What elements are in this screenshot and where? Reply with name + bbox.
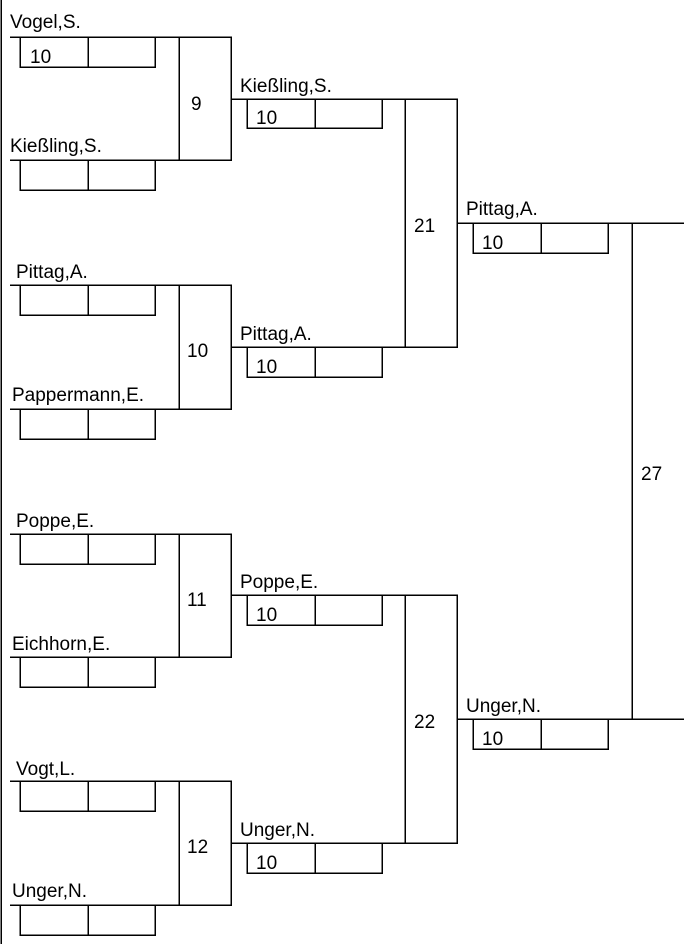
score-value: 10	[482, 233, 504, 254]
player-name: Poppe,E.	[16, 511, 95, 532]
match-10	[10, 262, 250, 439]
match-number-box	[179, 37, 231, 160]
match-number: 22	[414, 712, 436, 733]
match-21	[231, 76, 457, 378]
player-name: Pittag,A.	[16, 262, 88, 283]
player-name: Kießling,S.	[240, 76, 332, 97]
match-9	[10, 12, 250, 190]
player-name: Poppe,E.	[240, 572, 319, 593]
score-value: 10	[482, 729, 504, 750]
match-number: 12	[187, 837, 209, 858]
match-11	[10, 511, 250, 687]
player-name: Pittag,A.	[240, 324, 312, 345]
score-value: 10	[256, 357, 278, 378]
player-name: Vogel,S.	[10, 12, 81, 33]
match-22	[231, 572, 457, 874]
match-number: 27	[641, 464, 663, 485]
score-value: 10	[256, 605, 278, 626]
match-number: 11	[187, 590, 207, 611]
score-value: 10	[256, 108, 278, 129]
player-name: Unger,N.	[466, 696, 541, 717]
match-number: 10	[187, 341, 209, 362]
player-name: Unger,N.	[240, 820, 315, 841]
player-name: Eichhorn,E.	[12, 634, 111, 655]
score-value: 10	[30, 47, 52, 68]
player-name: Vogt,L.	[16, 759, 76, 780]
player-name: Pittag,A.	[466, 199, 538, 220]
match-12	[10, 759, 250, 935]
player-name: Unger,N.	[12, 881, 87, 902]
score-value: 10	[256, 853, 278, 874]
player-name: Pappermann,E.	[12, 385, 145, 406]
match-number: 21	[414, 216, 436, 237]
player-name: Kießling,S.	[10, 136, 102, 157]
match-number: 9	[191, 94, 202, 115]
match-27	[457, 199, 684, 750]
